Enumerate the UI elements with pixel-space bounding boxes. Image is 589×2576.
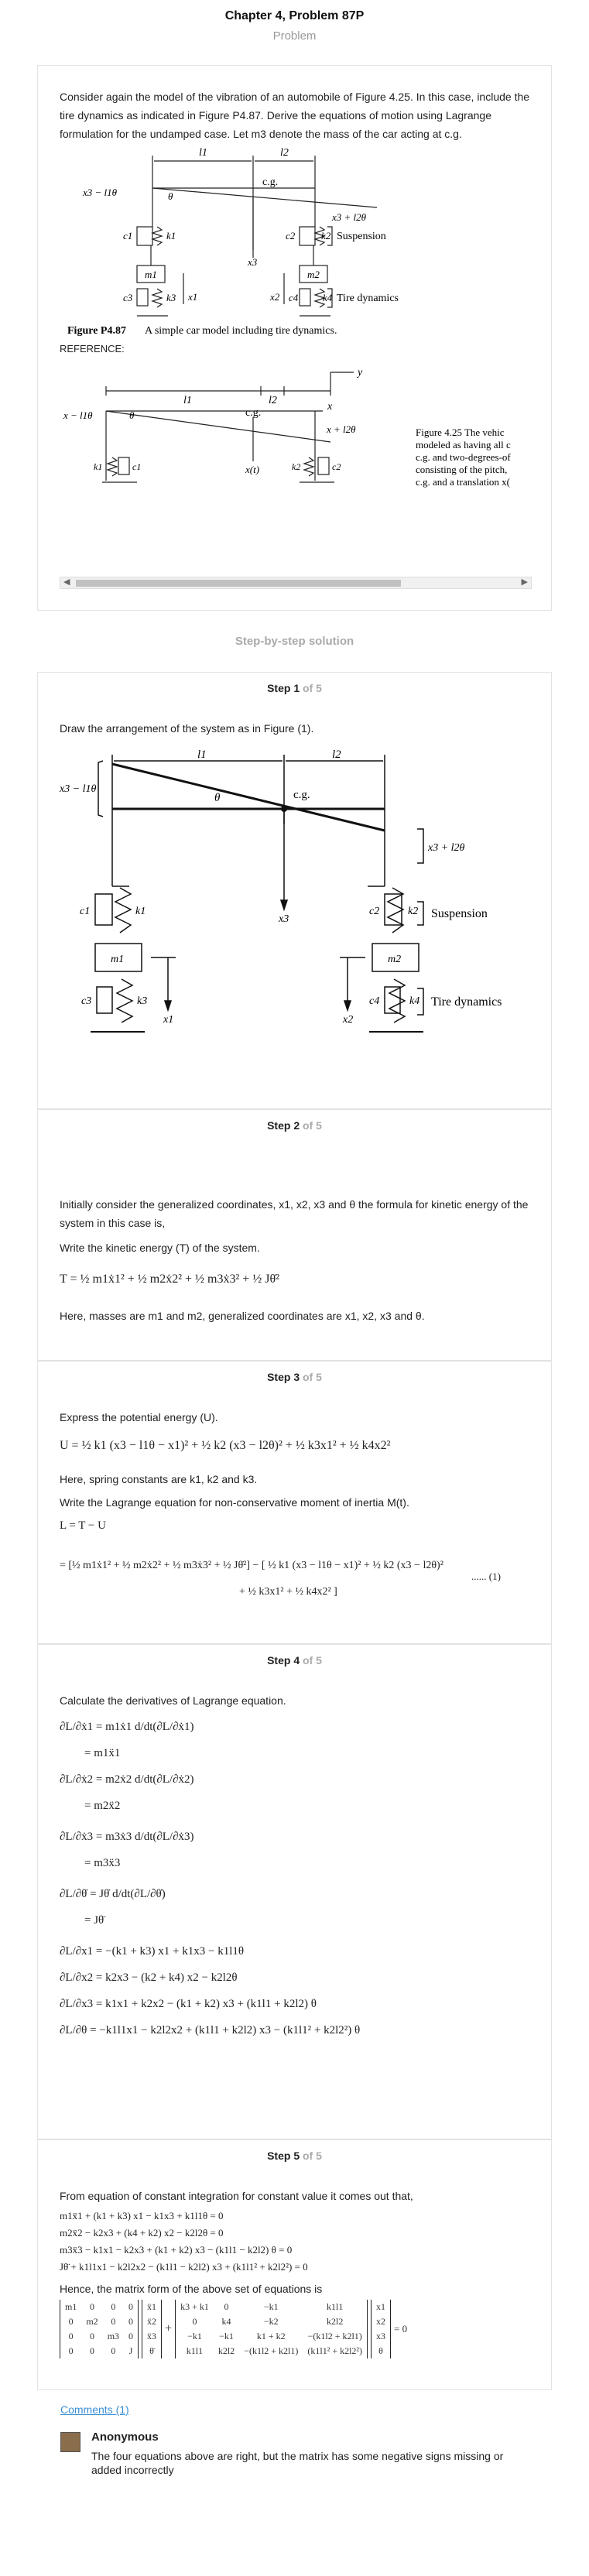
matrix-cell: k3 + k1 (180, 2301, 209, 2312)
page-title: Chapter 4, Problem 87P (224, 9, 365, 22)
matrix-cell: 0 (128, 2301, 134, 2312)
fig2-cg: c.g. (245, 407, 262, 419)
eom-2: m2ẍ2 − k2x3 + (k4 + k2) x2 − k2l2θ = 0 (60, 2227, 224, 2239)
matrix-row (176, 2344, 368, 2358)
fig-cg: c.g. (293, 789, 310, 801)
step-1-card (37, 672, 552, 1109)
matrix-cell: 0 (111, 2301, 116, 2312)
matrix-row (176, 2314, 368, 2329)
matrix-cell: k2l2 (327, 2316, 344, 2327)
step-3-text-1: Express the potential energy (U). (60, 1411, 218, 1423)
matrix-cell: 0 (68, 2316, 74, 2327)
displacement-vector (371, 2300, 391, 2358)
step-4-text-1: Calculate the derivatives of Lagrange equation. (60, 1694, 286, 1707)
cg-dot (281, 806, 287, 812)
fig1-k3: k3 (166, 292, 176, 303)
mass-matrix (60, 2300, 139, 2358)
lagrangian-eq-line1: = [½ m1ẋ1² + ½ m2ẋ2² + ½ m3ẋ3² + ½ Jθ̇²] − [ ½ k1 (x3 − l1θ − x1)² + ½ k2 (x3 − l2θ)² (60, 1560, 443, 1571)
deriv-x3: ∂L/∂x3 = k1x1 + k2x2 − (k1 + k2) x3 + (k1l1 + k2l2) θ (60, 1998, 317, 2010)
deriv-x1-dot: ∂L/∂ẋ1 = m1ẋ1 d/dt(∂L/∂ẋ1) (60, 1721, 194, 1733)
figure-caption-label: Figure P4.87 (67, 325, 126, 337)
matrix-cell: k2l2 (217, 2345, 235, 2356)
page-header (0, 0, 589, 43)
potential-energy-eq: U = ½ k1 (x3 − l1θ − x1)² + ½ k2 (x3 − l2θ)² + ½ k3x1² + ½ k4x2² (60, 1439, 391, 1452)
fig1-c2: c2 (286, 230, 296, 242)
step-2-of: of 5 (303, 1119, 322, 1132)
horizontal-scrollbar[interactable] (60, 577, 532, 589)
matrix-cell: x1 (376, 2301, 386, 2312)
fig1-x1: x1 (188, 291, 198, 303)
step-2-title (38, 1119, 551, 1132)
fig1-theta: θ (168, 190, 173, 202)
step-5-num: Step 5 (267, 2150, 300, 2162)
step-4-num: Step 4 (267, 1654, 300, 1667)
matrix-cell: −(k1l2 + k2l1) (307, 2331, 362, 2341)
matrix-cell: 0 (68, 2331, 74, 2341)
deriv-x3-dot: ∂L/∂ẋ3 = m3ẋ3 d/dt(∂L/∂ẋ3) (60, 1831, 194, 1843)
matrix-row (176, 2300, 368, 2314)
fig1-k1: k1 (166, 230, 176, 242)
matrix-row (60, 2344, 139, 2358)
fig-x2: x2 (343, 1014, 354, 1026)
fig1-suspension: Suspension (337, 231, 386, 242)
deriv-x1: ∂L/∂x1 = −(k1 + k3) x1 + k1x3 − k1l1θ (60, 1945, 245, 1958)
fig-tire: Tire dynamics (431, 995, 502, 1009)
equation-number-1: ...... (1) (471, 1571, 501, 1582)
step-5-card (37, 2139, 552, 2390)
comments-link[interactable]: Comments (1) (60, 2403, 129, 2416)
fig2-caption-1: Figure 4.25 The vehic (416, 426, 505, 438)
matrix-row (60, 2314, 139, 2329)
fig2-y: y (358, 367, 363, 379)
fig2-c2: c2 (332, 461, 341, 472)
matrix-row (60, 2300, 139, 2314)
fig-k1: k1 (135, 906, 146, 917)
fig-m2: m2 (388, 954, 402, 965)
figure-4-25 (60, 357, 532, 574)
comment-text: The four equations above are right, but the matrix has some negative signs missing or added incorrectly (91, 2450, 504, 2476)
step-3-text-3: Write the Lagrange equation for non-conservative moment of inertia M(t). (60, 1496, 409, 1509)
step-3-text-2: Here, spring constants are k1, k2 and k3. (60, 1473, 258, 1485)
step-2-num: Step 2 (267, 1119, 300, 1132)
deriv-x3-ddot: = m3ẍ3 (84, 1857, 121, 1869)
reference-label: REFERENCE: (60, 343, 125, 355)
matrix-cell: 0 (90, 2345, 95, 2356)
problem-card (37, 65, 552, 611)
acceleration-vector (142, 2300, 162, 2358)
fig2-xt: x(t) (245, 464, 260, 475)
matrix-row (176, 2329, 368, 2344)
fig-m1: m1 (111, 954, 125, 965)
plus-sign: + (165, 2322, 173, 2335)
matrix-cell: 0 (192, 2316, 197, 2327)
matrix-cell: 0 (90, 2331, 95, 2341)
lagrangian-def: L = T − U (60, 1519, 106, 1532)
matrix-cell: k1l1 (327, 2301, 344, 2312)
matrix-cell: ẍ1 (147, 2301, 157, 2312)
fig-l1: l1 (197, 748, 207, 761)
fig-k4: k4 (409, 995, 420, 1007)
fig1-tire: Tire dynamics (337, 293, 399, 304)
step-2-text-1: Initially consider the generalized coordinates, x1, x2, x3 and θ the formula for kinetic energy of the system in this case is, (60, 1198, 529, 1229)
matrix-row (372, 2300, 391, 2314)
fig1-m2: m2 (307, 269, 320, 280)
fig-c3: c3 (81, 995, 92, 1007)
fig-l2: l2 (332, 748, 341, 761)
fig-c1: c1 (80, 906, 91, 917)
matrix-cell: −k2 (263, 2316, 279, 2327)
matrix-cell: θ (378, 2345, 383, 2356)
fig-suspension: Suspension (431, 907, 488, 920)
step-1-text: Draw the arrangement of the system as in Figure (1). (60, 722, 314, 735)
matrix-cell: −k1 (187, 2331, 202, 2341)
matrix-cell: k4 (221, 2316, 231, 2327)
step-2-text-3: Here, masses are m1 and m2, generalized coordinates are x1, x2, x3 and θ. (60, 1310, 425, 1322)
fig1-k2: k2 (321, 230, 331, 242)
fig1-c3: c3 (123, 292, 133, 303)
matrix-row (142, 2329, 162, 2344)
matrix-cell: (k1l1² + k2l2²) (307, 2345, 363, 2356)
step-2-text-2: Write the kinetic energy (T) of the system. (60, 1242, 260, 1254)
deriv-theta-dot: ∂L/∂θ̇ = Jθ̇ d/dt(∂L/∂θ̇) (60, 1888, 166, 1900)
fig1-x3l1: x3 − l1θ (83, 187, 118, 198)
step-2-card (37, 1109, 552, 1361)
problem-heading: Problem (272, 29, 317, 43)
fig1-l2: l2 (280, 147, 289, 159)
eom-4: Jθ̈ + k1l1x1 − k2l2x2 − (k1l1 − k2l2) x3 + (k1l1² + k2l2²) = 0 (60, 2261, 308, 2273)
matrix-row (60, 2329, 139, 2344)
fig2-caption-4: consisting of the pitch, (416, 464, 508, 475)
problem-text: Consider again the model of the vibration of an automobile of Figure 4.25. In this case, include the tire dynamics as indicated in Figure P4.87. Derive the equations of motion using Lagrange formulation for the undamped case. Let m3 denote the mass of the car acting at c.g. (60, 91, 530, 140)
matrix-cell: x3 (376, 2331, 386, 2341)
matrix-row (142, 2344, 162, 2358)
lagrangian-eq-line2: + ½ k3x1² + ½ k4x2² ] (239, 1586, 337, 1598)
step-5-of: of 5 (303, 2150, 322, 2162)
fig-c4: c4 (369, 995, 380, 1007)
fig-x3: x3 (279, 913, 289, 925)
figure-caption-text: A simple car model including tire dynamics. (145, 325, 337, 337)
kinetic-energy-eq: T = ½ m1ẋ1² + ½ m2ẋ2² + ½ m3ẋ3² + ½ Jθ̇² (60, 1273, 279, 1286)
fig1-cg: c.g. (262, 176, 279, 188)
step-1-num: Step 1 (267, 682, 300, 694)
fig2-x: x (327, 401, 333, 413)
fig-c2: c2 (369, 906, 380, 917)
fig-k2: k2 (408, 906, 419, 917)
deriv-theta-ddot: = Jθ̈ (84, 1914, 104, 1927)
eom-1: m1ẍ1 + (k1 + k3) x1 − k1x3 + k1l1θ = 0 (60, 2210, 224, 2221)
fig1-l1: l1 (199, 147, 207, 159)
matrix-cell: −k1 (263, 2301, 279, 2312)
matrix-cell: 0 (111, 2345, 116, 2356)
matrix-row (372, 2314, 391, 2329)
fig1-x3l2: x3 + l2θ (332, 211, 367, 223)
eom-3: m3ẍ3 − k1x1 − k2x3 + (k1 + k2) x3 − (k1l1 − k2l2) θ = 0 (60, 2244, 293, 2256)
fig2-theta: θ (129, 409, 135, 421)
fig2-k2: k2 (292, 461, 301, 472)
fig-k3: k3 (137, 995, 148, 1007)
fig1-c4: c4 (289, 292, 299, 303)
matrix-cell: ẍ3 (147, 2331, 157, 2341)
step-5-text-1: From equation of constant integration for constant value it comes out that, (60, 2190, 413, 2202)
matrix-row (142, 2314, 162, 2329)
matrix-cell: k1l1 (186, 2345, 204, 2356)
fig2-l1: l1 (183, 395, 192, 406)
matrix-cell: −k1 (219, 2331, 234, 2341)
fig2-k1: k1 (94, 461, 103, 472)
matrix-cell: 0 (90, 2301, 95, 2312)
matrix-cell: −(k1l2 + k2l1) (244, 2345, 299, 2356)
matrix-cell: k1 + k2 (256, 2331, 286, 2341)
matrix-cell: 0 (68, 2345, 74, 2356)
matrix-rhs: = 0 (394, 2323, 408, 2334)
matrix-cell: m2 (86, 2316, 98, 2327)
deriv-x2-ddot: = m2ẍ2 (84, 1800, 121, 1812)
step-4-title (38, 1654, 551, 1667)
matrix-cell: m1 (65, 2301, 77, 2312)
step-1-of: of 5 (303, 682, 322, 694)
fig-x3l2: x3 + l2θ (428, 842, 465, 854)
fig-x3l1: x3 − l1θ (60, 783, 97, 795)
deriv-theta: ∂L/∂θ = −k1l1x1 − k2l2x2 + (k1l1 + k2l2) x3 − (k1l1² + k2l2²) θ (60, 2024, 361, 2036)
fig1-c1: c1 (123, 230, 133, 242)
step-3-of: of 5 (303, 1371, 322, 1383)
matrix-cell: θ̈ (149, 2345, 154, 2356)
fig1-x2: x2 (270, 291, 280, 303)
comment-author: Anonymous (91, 2430, 159, 2444)
matrix-cell: 0 (111, 2316, 116, 2327)
fig2-xl2: x + l2θ (327, 423, 356, 435)
fig1-m1: m1 (145, 269, 157, 280)
fig2-caption-3: c.g. and two-degrees-of (416, 451, 511, 463)
fig1-x3: x3 (248, 256, 258, 268)
matrix-row (142, 2300, 162, 2314)
matrix-cell: 0 (128, 2316, 134, 2327)
deriv-x2-dot: ∂L/∂ẋ2 = m2ẋ2 d/dt(∂L/∂ẋ2) (60, 1773, 194, 1786)
matrix-row (372, 2329, 391, 2344)
fig2-c1: c1 (132, 461, 142, 472)
deriv-x1-ddot: = m1ẍ1 (84, 1747, 121, 1759)
fig-x1: x1 (163, 1014, 174, 1026)
scrollbar-thumb[interactable] (76, 580, 401, 587)
avatar (60, 2432, 80, 2452)
step-4-card (37, 1644, 552, 2139)
scroll-left-icon[interactable]: ◀ (63, 577, 70, 587)
stiffness-matrix (175, 2300, 368, 2358)
fig2-caption-5: c.g. and a translation x( (416, 476, 511, 488)
matrix-cell: 0 (224, 2301, 229, 2312)
matrix-row (372, 2344, 391, 2358)
fig2-l2: l2 (269, 395, 277, 406)
step-4-of: of 5 (303, 1654, 322, 1667)
fig-theta: θ (214, 792, 221, 804)
fig1-k4: k4 (323, 292, 333, 303)
matrix-cell: x2 (376, 2316, 386, 2327)
step-5-title (38, 2150, 551, 2162)
figure-1 (60, 747, 532, 1088)
matrix-cell: m3 (107, 2331, 120, 2341)
step-5-text-2: Hence, the matrix form of the above set of equations is (60, 2283, 323, 2295)
matrix-cell: ẍ2 (147, 2316, 157, 2327)
step-3-title (38, 1371, 551, 1383)
step-3-num: Step 3 (267, 1371, 300, 1383)
solution-heading: Step-by-step solution (235, 635, 354, 648)
step-1-title (38, 682, 551, 694)
scroll-right-icon[interactable]: ▶ (521, 577, 528, 587)
matrix-equation (60, 2300, 407, 2358)
deriv-x2: ∂L/∂x2 = k2x3 − (k2 + k4) x2 − k2l2θ (60, 1971, 238, 1984)
step-3-card (37, 1361, 552, 1644)
matrix-cell: 0 (128, 2331, 134, 2341)
fig2-caption-2: modeled as having all c (416, 439, 511, 450)
fig2-xl1: x − l1θ (63, 409, 93, 421)
matrix-cell: J (128, 2345, 133, 2356)
